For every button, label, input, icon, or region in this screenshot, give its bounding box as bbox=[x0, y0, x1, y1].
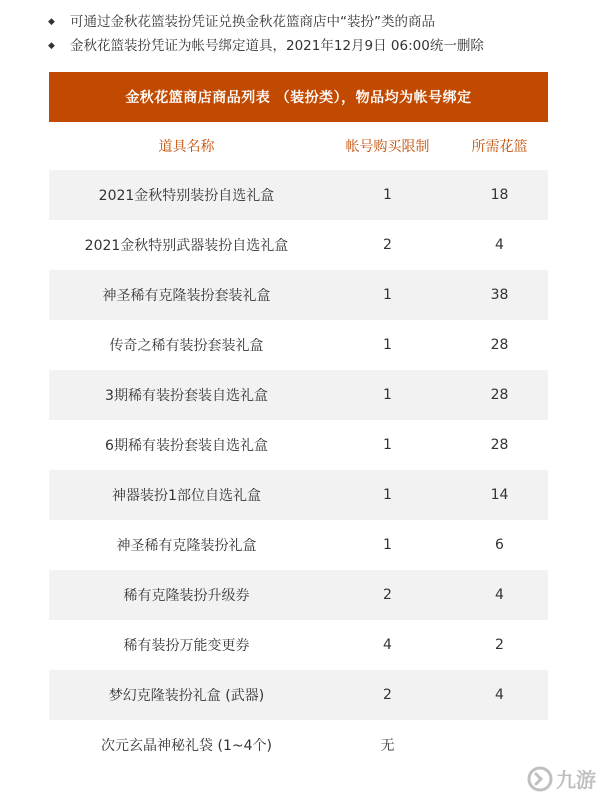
item-name-cell: 次元玄晶神秘礼袋 (1~4个) bbox=[101, 738, 272, 754]
purchase-limit-cell: 1 bbox=[383, 287, 392, 303]
table-row bbox=[49, 720, 548, 770]
table-row bbox=[49, 370, 548, 420]
watermark bbox=[527, 764, 596, 793]
table-row bbox=[49, 570, 548, 620]
table-header-row bbox=[49, 122, 548, 170]
item-name-cell: 稀有克隆装扮升级券 bbox=[123, 588, 250, 604]
purchase-limit-cell: 1 bbox=[383, 487, 392, 503]
purchase-limit-cell: 1 bbox=[383, 187, 392, 203]
item-name-cell: 2021金秋特别武器装扮自选礼盒 bbox=[84, 238, 289, 254]
table-row bbox=[49, 170, 548, 220]
table-row bbox=[49, 270, 548, 320]
item-name-cell: 6期稀有装扮套装自选礼盒 bbox=[105, 438, 268, 454]
purchase-limit-cell: 4 bbox=[383, 637, 392, 653]
table-row bbox=[49, 320, 548, 370]
basket-cost-cell: 14 bbox=[490, 487, 509, 503]
note-text: 金秋花篮装扮凭证为帐号绑定道具，2021年12月9日 06:00统一删除 bbox=[70, 38, 484, 54]
shop-items-table bbox=[49, 72, 548, 770]
basket-cost-cell: 28 bbox=[490, 437, 509, 453]
item-name-cell: 梦幻克隆装扮礼盒 (武器) bbox=[108, 688, 265, 704]
purchase-limit-cell: 1 bbox=[383, 537, 392, 553]
item-name-cell: 神圣稀有克隆装扮套装礼盒 bbox=[102, 288, 271, 304]
purchase-limit-cell: 1 bbox=[383, 337, 392, 353]
diamond-bullet-icon: ◆ bbox=[48, 17, 55, 27]
basket-cost-cell: 4 bbox=[495, 587, 504, 603]
purchase-limit-cell: 2 bbox=[383, 237, 392, 253]
item-name-cell: 神圣稀有克隆装扮礼盒 bbox=[116, 538, 257, 554]
item-name-cell: 2021金秋特别装扮自选礼盒 bbox=[98, 188, 275, 204]
basket-cost-cell: 4 bbox=[495, 237, 504, 253]
header-item-name: 道具名称 bbox=[158, 139, 215, 155]
item-name-cell: 传奇之稀有装扮套装礼盒 bbox=[109, 338, 264, 354]
basket-cost-cell: 38 bbox=[490, 287, 509, 303]
watermark-text: 九游 bbox=[556, 768, 596, 792]
note-item bbox=[48, 33, 484, 59]
jiuyou-logo-icon bbox=[527, 766, 553, 792]
basket-cost-cell: 4 bbox=[495, 687, 504, 703]
table-row bbox=[49, 220, 548, 270]
purchase-limit-cell: 无 bbox=[380, 738, 395, 754]
header-basket-cost: 所需花篮 bbox=[471, 139, 528, 155]
table-row bbox=[49, 470, 548, 520]
purchase-limit-cell: 1 bbox=[383, 387, 392, 403]
diamond-bullet-icon: ◆ bbox=[48, 41, 55, 51]
basket-cost-cell: 6 bbox=[495, 537, 504, 553]
basket-cost-cell: 28 bbox=[490, 337, 509, 353]
basket-cost-cell: 28 bbox=[490, 387, 509, 403]
table-row bbox=[49, 520, 548, 570]
table-row bbox=[49, 620, 548, 670]
note-text: 可通过金秋花篮装扮凭证兑换金秋花篮商店中“装扮”类的商品 bbox=[70, 14, 435, 30]
header-purchase-limit: 帐号购买限制 bbox=[345, 139, 430, 155]
note-item bbox=[48, 9, 435, 35]
table-row bbox=[49, 420, 548, 470]
table-title: 金秋花篮商店商品列表 （装扮类），物品均为帐号绑定 bbox=[49, 72, 548, 122]
basket-cost-cell: 2 bbox=[495, 637, 504, 653]
purchase-limit-cell: 1 bbox=[383, 437, 392, 453]
item-name-cell: 稀有装扮万能变更券 bbox=[123, 638, 250, 654]
table-row bbox=[49, 670, 548, 720]
item-name-cell: 3期稀有装扮套装自选礼盒 bbox=[105, 388, 268, 404]
basket-cost-cell: 18 bbox=[490, 187, 509, 203]
purchase-limit-cell: 2 bbox=[383, 687, 392, 703]
item-name-cell: 神器装扮1部位自选礼盒 bbox=[112, 488, 261, 504]
purchase-limit-cell: 2 bbox=[383, 587, 392, 603]
